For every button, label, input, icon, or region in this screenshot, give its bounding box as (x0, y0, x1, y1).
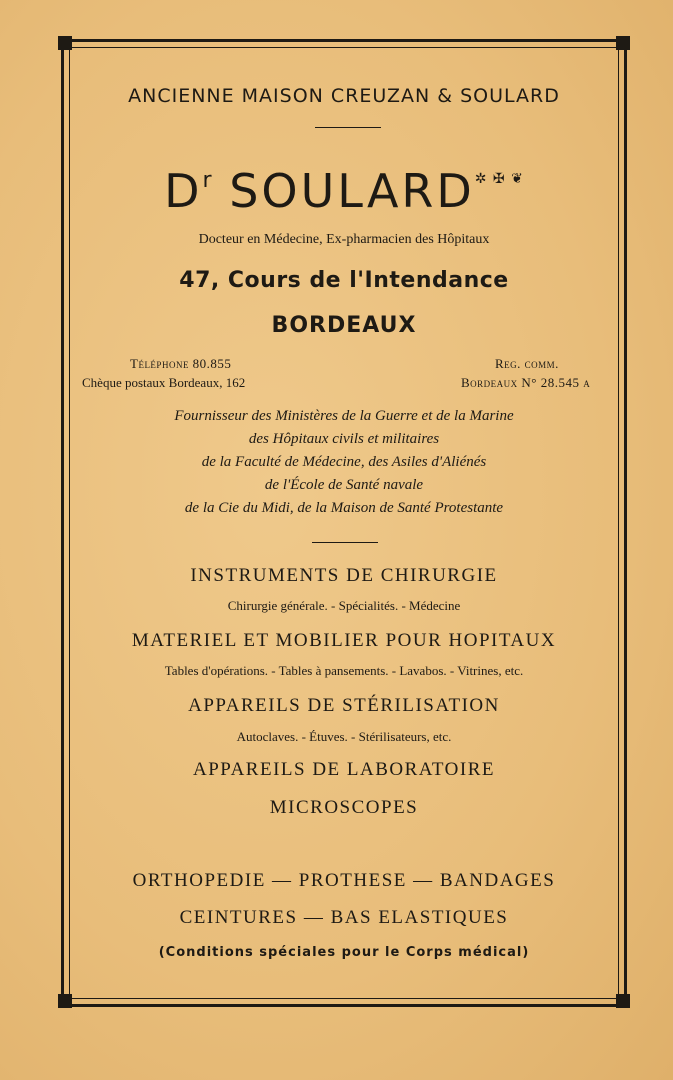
doctor-prefix: D (164, 164, 203, 218)
qualification: Docteur en Médecine, Ex-pharmacien des Hôpitaux (198, 232, 490, 247)
footer-line: ORTHOPEDIE — PROTHESE — BANDAGES (132, 870, 556, 891)
section-subtitle: Chirurgie générale. - Spécialités. - Médecine (227, 598, 461, 613)
decorations-icon: ✲ ✠ ❦ (474, 171, 524, 187)
divider (312, 542, 378, 543)
supplier-line: de la Faculté de Médecine, des Asiles d'Aliénés (201, 454, 487, 470)
section-title: INSTRUMENTS DE CHIRURGIE (190, 565, 498, 586)
section-title: APPAREILS DE LABORATOIRE (192, 759, 496, 780)
frame-corner-ornament (616, 994, 630, 1008)
city: BORDEAUX (271, 313, 417, 338)
section-title: MATERIEL ET MOBILIER POUR HOPITAUX (131, 630, 557, 651)
registry-number: Bordeaux N° 28.545 a (461, 375, 591, 390)
supplier-line: des Hôpitaux civils et militaires (248, 431, 440, 447)
frame-corner-ornament (58, 36, 72, 50)
commerce-registry: Reg. comm. (495, 356, 559, 371)
frame-corner-ornament (616, 36, 630, 50)
doctor-prefix-sup: r (202, 168, 212, 193)
section-subtitle: Autoclaves. - Étuves. - Stérilisateurs, etc. (236, 729, 452, 744)
frame-corner-ornament (58, 994, 72, 1008)
footer-note: (Conditions spéciales pour le Corps médical) (158, 945, 530, 960)
cheque-account: Chèque postaux Bordeaux, 162 (82, 375, 246, 390)
section-title: APPAREILS DE STÉRILISATION (188, 695, 500, 716)
doctor-title (69, 164, 619, 218)
section-title: MICROSCOPES (269, 797, 419, 818)
footer-line: CEINTURES — BAS ELASTIQUES (179, 907, 509, 928)
telephone: Téléphone 80.855 (130, 356, 232, 371)
doctor-name: SOULARD (229, 164, 475, 218)
supplier-line: Fournisseur des Ministères de la Guerre et de la Marine (174, 408, 514, 424)
house-name: ANCIENNE MAISON CREUZAN & SOULARD (128, 85, 560, 107)
divider (315, 127, 381, 128)
address: 47, Cours de l'Intendance (179, 268, 509, 293)
section-subtitle: Tables d'opérations. - Tables à pansements. - Lavabos. - Vitrines, etc. (164, 663, 524, 678)
supplier-line: de l'École de Santé navale (264, 477, 424, 493)
supplier-line: de la Cie du Midi, de la Maison de Santé Protestante (184, 500, 504, 516)
